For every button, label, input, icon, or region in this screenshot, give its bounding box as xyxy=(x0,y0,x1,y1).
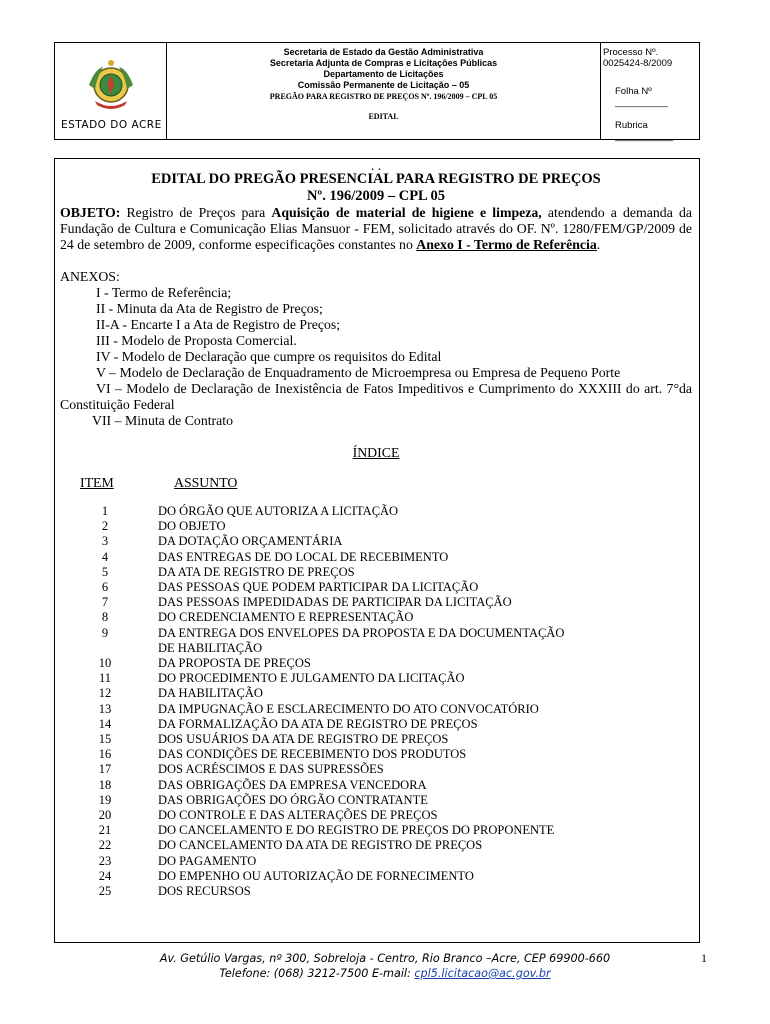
footer-contact xyxy=(0,966,770,981)
index-item-number: 2 xyxy=(101,519,109,534)
index-item-subject: DAS PESSOAS IMPEDIDADAS DE PARTICIPAR DA LICITAÇÃO xyxy=(158,595,512,610)
index-header xyxy=(60,475,692,491)
header-line: Departamento de Licitações xyxy=(323,69,444,79)
anexo-item: V – Modelo de Declaração de Enquadramento de Microempresa ou Empresa de Pequeno Porte xyxy=(96,365,621,380)
index-item-number: 22 xyxy=(98,838,112,853)
index-item-subject: DAS OBRIGAÇÕES DA EMPRESA VENCEDORA xyxy=(158,777,427,792)
index-item-number: 9 xyxy=(101,625,109,640)
index-item-subject: DAS ENTREGAS DE DO LOCAL DE RECEBIMENTO xyxy=(158,549,449,564)
index-row xyxy=(60,671,692,686)
header-right-cell xyxy=(601,43,699,142)
index-item-subject: DA ENTREGA DOS ENVELOPES DA PROPOSTA E DA DOCUMENTAÇÃO xyxy=(158,625,565,640)
index-row xyxy=(60,808,692,823)
index-item-subject: DAS CONDIÇÕES DE RECEBIMENTO DOS PRODUTOS xyxy=(158,747,467,762)
index-row xyxy=(60,884,692,899)
footer-phone: Telefone: (068) 3212-7500 E-mail: xyxy=(219,967,415,980)
anexo-item: III - Modelo de Proposta Comercial. xyxy=(96,333,297,348)
header-center-cell xyxy=(167,43,601,139)
index-item-subject: DA DOTAÇÃO ORÇAMENTÁRIA xyxy=(158,534,343,549)
index-row xyxy=(60,610,692,625)
index-item-number: 4 xyxy=(101,549,109,564)
index-row xyxy=(60,869,692,884)
header-line: Secretaria Adjunta de Compras e Licitações Públicas xyxy=(269,58,498,68)
objeto-text: Registro de Preços para xyxy=(120,205,272,220)
index-item-number: 17 xyxy=(98,762,112,777)
index-row xyxy=(60,686,692,701)
index-item-subject: DOS RECURSOS xyxy=(158,884,251,899)
anexos-label: ANEXOS: xyxy=(60,269,120,284)
indice-title: ÍNDICE xyxy=(352,445,400,460)
index-item-subject: DO CANCELAMENTO E DO REGISTRO DE PREÇOS DO PROPONENTE xyxy=(158,823,555,838)
state-seal-icon xyxy=(81,55,141,115)
header-seal-cell xyxy=(55,43,167,139)
decorative-dots: . . xyxy=(370,158,382,173)
index-item-number: 1 xyxy=(101,504,109,518)
index-item-subject: DO PAGAMENTO xyxy=(158,853,257,868)
footer-address: Av. Getúlio Vargas, nº 300, Sobreloja - Centro, Rio Branco –Acre, CEP 69900-660 xyxy=(159,952,611,965)
index-item-number: 14 xyxy=(98,716,112,731)
index-row xyxy=(60,854,692,869)
index-item-number: 7 xyxy=(101,595,109,610)
header-center-text xyxy=(167,47,600,122)
index-list xyxy=(60,504,692,899)
index-item-number: 23 xyxy=(98,853,112,868)
index-row xyxy=(60,717,692,732)
index-item-subject: DAS OBRIGAÇÕES DO ÓRGÃO CONTRATANTE xyxy=(158,792,428,807)
index-item-number: 21 xyxy=(98,823,112,838)
index-item-subject: DA ATA DE REGISTRO DE PREÇOS xyxy=(158,564,355,579)
index-item-subject: DA FORMALIZAÇÃO DA ATA DE REGISTRO DE PREÇOS xyxy=(158,716,478,731)
index-item-number: 10 xyxy=(98,656,112,671)
anexo-item: II - Minuta da Ata de Registro de Preços; xyxy=(96,301,323,316)
index-row xyxy=(60,534,692,549)
header-edital-line: EDITAL xyxy=(368,112,399,121)
anexo-item: VII – Minuta de Contrato xyxy=(92,413,234,428)
index-row xyxy=(60,702,692,717)
objeto-label: OBJETO: xyxy=(60,205,121,220)
index-row xyxy=(60,550,692,565)
index-header-item: ITEM xyxy=(80,475,114,490)
document-title: EDITAL DO PREGÃO PRESENCIAL PARA REGISTRO DE PREÇOS xyxy=(151,171,601,187)
index-item-subject: DA PROPOSTA DE PREÇOS xyxy=(158,656,311,671)
document-subtitle: Nº. 196/2009 – CPL 05 xyxy=(306,188,446,204)
index-item-number: 19 xyxy=(98,792,112,807)
index-item-subject: DAS PESSOAS QUE PODEM PARTICIPAR DA LICITAÇÃO xyxy=(158,580,479,595)
index-item-subject: DO ÓRGÃO QUE AUTORIZA A LICITAÇÃO xyxy=(158,504,399,518)
header-line: Secretaria de Estado da Gestão Administrativa xyxy=(283,47,484,57)
index-item-subject: DO PROCEDIMENTO E JULGAMENTO DA LICITAÇÃO xyxy=(158,671,465,686)
index-item-number: 8 xyxy=(101,610,109,625)
footer-email-link[interactable]: cpl5.licitacao@ac.gov.br xyxy=(414,967,551,980)
index-item-subject: DO CONTROLE E DAS ALTERAÇÕES DE PREÇOS xyxy=(158,808,438,823)
index-row xyxy=(60,732,692,747)
index-item-subject: DO CREDENCIAMENTO E REPRESENTAÇÃO xyxy=(158,610,414,625)
index-item-number: 5 xyxy=(101,564,109,579)
anexo-i-link[interactable]: Anexo I - Termo de Referência xyxy=(416,237,597,252)
index-row xyxy=(60,580,692,595)
index-item-subject: DO OBJETO xyxy=(158,519,226,534)
anexo-item: I - Termo de Referência; xyxy=(96,285,232,300)
processo-number: Processo Nº. 0025424-8/2009 xyxy=(603,47,673,69)
objeto-end: . xyxy=(596,237,601,252)
anexo-item: VI – Modelo de Declaração de Inexistência de Fatos Impeditivos e Cumprimento do XXXIII do art. 7°da Constituição Federal xyxy=(60,381,692,412)
index-row xyxy=(60,519,692,534)
index-item-number: 16 xyxy=(98,747,112,762)
index-row xyxy=(60,504,692,519)
index-header-assunto: ASSUNTO xyxy=(174,475,238,490)
index-row xyxy=(60,762,692,777)
page-footer xyxy=(0,951,770,981)
index-item-number: 15 xyxy=(98,732,112,747)
index-row xyxy=(60,565,692,580)
index-item-number: 11 xyxy=(98,671,112,686)
index-item-subject: DOS ACRÉSCIMOS E DAS SUPRESSÕES xyxy=(158,762,384,777)
index-item-number: 12 xyxy=(98,686,112,701)
index-item-number: 18 xyxy=(98,777,112,792)
index-item-subject: DE HABILITAÇÃO xyxy=(158,640,263,655)
objeto-paragraph xyxy=(60,205,692,253)
objeto-text: atendendo a demanda da Fundação de Cultura e Comunicação Elias Mansuor - FEM, solicitado através do OF. Nº. 1280/FEM/GP/2009 de 24 de setembro de 2009, conforme especificações constantes no xyxy=(60,205,693,252)
index-item-number: 6 xyxy=(101,580,109,595)
index-item-subject: DO CANCELAMENTO DA ATA DE REGISTRO DE PREÇOS xyxy=(158,838,483,853)
objeto-bold: Aquisição de material de higiene e limpeza, xyxy=(271,205,542,220)
index-row xyxy=(60,747,692,762)
anexo-item: II-A - Encarte I a Ata de Registro de Preços; xyxy=(96,317,341,332)
index-item-subject: DA IMPUGNAÇÃO E ESCLARECIMENTO DO ATO CONVOCATÓRIO xyxy=(158,701,539,716)
page-number: 1 xyxy=(701,951,707,965)
index-row xyxy=(60,626,692,641)
index-item-subject: DO EMPENHO OU AUTORIZAÇÃO DE FORNECIMENTO xyxy=(158,868,474,883)
document-header xyxy=(54,42,700,140)
index-item-number: 3 xyxy=(101,534,109,549)
index-item-number: 20 xyxy=(98,808,112,823)
header-pregao-line: PREGÃO PARA REGISTRO DE PREÇOS Nº. 196/2009 – CPL 05 xyxy=(269,92,498,101)
index-item-number: 13 xyxy=(98,701,112,716)
anexo-item: IV - Modelo de Declaração que cumpre os requisitos do Edital xyxy=(96,349,442,364)
index-item-number: 24 xyxy=(98,868,112,883)
index-row xyxy=(60,778,692,793)
index-row xyxy=(60,641,692,656)
index-row xyxy=(60,838,692,853)
folha-field: Folha Nº __________ xyxy=(615,86,668,108)
index-row xyxy=(60,656,692,671)
index-row xyxy=(60,595,692,610)
index-row xyxy=(60,823,692,838)
document-content xyxy=(60,160,692,899)
index-item-subject: DA HABILITAÇÃO xyxy=(158,686,263,701)
header-line: Comissão Permanente de Licitação – 05 xyxy=(297,80,470,90)
index-row xyxy=(60,793,692,808)
index-item-subject: DOS USUÁRIOS DA ATA DE REGISTRO DE PREÇOS xyxy=(158,732,449,747)
rubrica-field: Rubrica ___________ xyxy=(615,120,674,142)
index-item-number: 25 xyxy=(98,884,112,899)
state-label: ESTADO DO ACRE xyxy=(61,119,162,131)
